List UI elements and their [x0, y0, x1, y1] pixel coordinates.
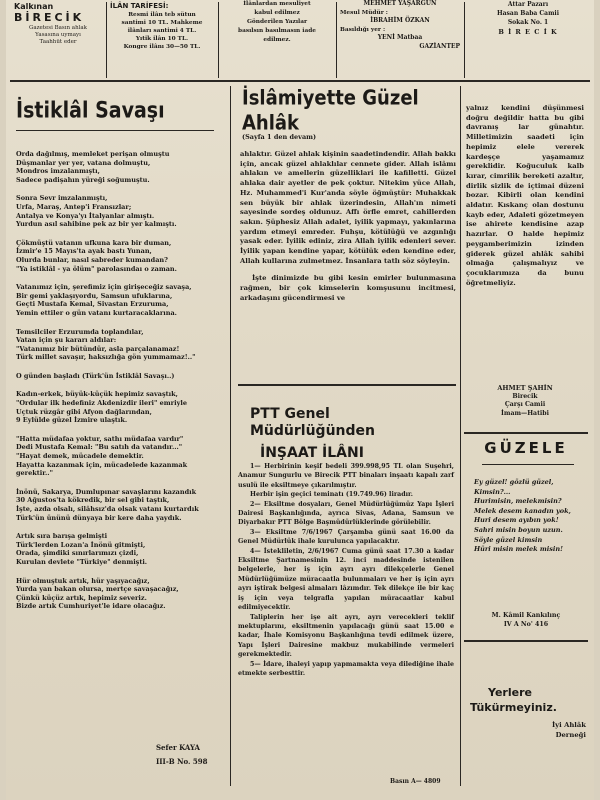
islamiyet-body-2: İşte dinimizde bu gibi kesin emirler bulunmasına rağmen, bir çok kimselerin komşusunu incitmesi, arkadaşını gücendirmesi ve [240, 274, 456, 302]
yerlere-l1: Yerlere [488, 686, 532, 699]
section-rule [238, 384, 456, 386]
ilan-tarifesi [110, 2, 214, 51]
istiklal-stanza-2: Sonra Sevr imzalanmıştı, Urfa, Maraş, Antep'i Fransızlar; Antalya ve Konya'yı İtalyanlar almıştı. Yurdun asıl sahibine pek az bir yer kalmıştı. [16, 194, 177, 229]
address-l4: B İ R E C İ K [498, 28, 558, 36]
guzele-poem-text: Ey güzel! gözlü güzel, Kimsin?... Hurimisin, melekmisin? Melek desem kanadın yok, Huri desem ayıbın yok! Sahri misin boyun uzun. Söyle güzel kimsin Hüri misin melek misin! [474, 478, 571, 554]
istiklal-author [156, 744, 226, 753]
masthead-notice-text: İlânlardan mesuliyet kabul edilmez Gönderilen Yazılar basılsın basılmasın iade edilmez. [238, 1, 316, 43]
islamiyet-right-text: yalnız kendini düşünmesi doğru değildir hatta bu gibi davranış lar günahtır. Milletimizin saadeti için hepimiz elele vererek kardeşçe yaşamamız gereklidir. Koğuculuk kalb kırar, cimrilik bereketi azaltır, dirlik sizlik de içtimai düzeni bozar. Kibirli olan kendini aldatır. Kıskanç olan dostunu kayb eder, Adaleti gözetmeyen ise ahirete kendisine azap hazırlar. O halde hepimiz peygamberimizin izinden giderek güzel ahlâk sahibi olmağa çalışmalıyız ve çocuklarımıza da bunu öğretmeliyiz. [466, 104, 584, 287]
ptt-title [250, 406, 450, 462]
islamiyet-body-text: ahlaktır. Güzel ahlak kişinin saadetindendir. Allah bakkı için, ancak güzel ahlaklılar cennete gider. Allah islâmı ahlakın ve amellerin güzelliklari ile kafilletti. Güzel ahlaka dair ayetler de pek çoktur. Nitekim yüce Allah, Hz. Muhammed'i Kur'anda söyle öğmüştür: Muhakkak sen büyük bir ahlak üzerindesin, Allah'ın nimeti sayesinde sordeş oldunuz. Affı örfle emret, cahillerden sakın. Şüphesiz Allah adalet, iyilik yapmayı, yakınlarına yardım etmeyi emreder. Fuhşu, kötülüğü ve azgınlığı yasak eder. İyilik ediniz, zira Allah iyilik edenleri sever. İyilik yapan kendine yapar, kötülük eden kendine eder, Allah kullarına zulmetmez. İnsanlara tatlı söz söyleyin. [240, 150, 456, 265]
ptt-p4: 4— İstekliletin, 2/6/1967 Cuma günü saat 17.30 a kadar Eksiltme Şartnamesinin 12. inci maddesinde istenilen belgelerle, her iş için ayrı ayrı dilekçelerle Genel Müdürlüğümüze müracaatla bulunmaları ve her iş için ayrı ayrı iştirak belgesi almaları lâzımdır. Tek dilekçe ile bir kaç iş için veya telgrafla yapılan müracaatlar kabul edilmiyecektir. [238, 547, 454, 612]
yerlere-notice [470, 686, 584, 716]
masthead-divider [464, 2, 465, 78]
guzele-heading: GÜZELE [484, 439, 568, 457]
masthead-address [468, 0, 588, 38]
ptt-p5: 5— İdare, ihaleyi yapıp yapmamakta veya dilediğine ihale etmekte serbesttir. [238, 660, 454, 677]
guzele-title [468, 440, 584, 457]
islamiyet-heading: İslâmiyette Güzel Ahlâk [242, 86, 419, 136]
address-l1: Attar Pazarı [507, 1, 549, 8]
istiklal-class [156, 758, 226, 767]
ptt-p4b: Taliplerin her işe ait ayrı, ayrı verecekleri teklif mektuplarını, eksiltmenin yapılacağı günü saat 15.00 e kadar, İhale Komisyonu Başkanlığına tevdi edilmek üzere, Yapı İşleri Dairesine makbuz mukabilinde vermeleri gerekmektedir. [238, 613, 454, 659]
staff-city: GAZİANTEP [419, 42, 460, 50]
guzele-class: IV A No' 416 [503, 620, 549, 628]
ptt-ref [390, 778, 454, 787]
staff-mudur: İBRAHİM ÖZKAN [370, 17, 430, 24]
guzele-signature [468, 612, 584, 629]
yerlere-sig-2: Derneği [555, 731, 586, 739]
section-rule [464, 432, 588, 434]
islamiyet-note [242, 133, 442, 142]
masthead-name [14, 2, 102, 46]
masthead-info: Gazetesi Basın ahlak Yasasına uymayı Taahhüt eder [28, 25, 87, 45]
istiklal-stanza-8: "Hatta müdafaa yoktur, sathı müdafaa vardır" Dedi Mustafa Kemal: "Bu satıh da vatandır..." "Hayat demek, mücadele demektir. Hayatta kazanmak için, mücadelede kazanmak gerektir.." [16, 434, 188, 478]
istiklal-stanza-9: İnönü, Sakarya, Dumlupınar savaşlarını kazandık 30 Ağustos'ta kökredik, bir sel gibi taştık, İşte, azda olsalı, silâhsız'da olsak vatanı kurtardık Türk'ün ününü dünyaya bir kere daha yaydık. [16, 487, 199, 522]
ptt-p3: 3— Eksiltme 7/6/1967 Çarşamba günü saat 16.00 da Genel Müdürlük ihale kurulunca yapılacaktır. [238, 528, 454, 546]
istiklal-stanza-11: Hür olmuştuk artık, hür yaşıyacağız, Yurda yan bakan olursa, mertçe savaşacağız, Çünkü küçüz artık, hepimiz severiz. Bizde artık Cumhuriyet'le idare olacağız. [16, 576, 179, 611]
islamiyet-body [240, 150, 456, 304]
istiklal-stanza-4: Vatanımız için, şerefimiz için girişeceğiz savaşa, Bir gemi yaklaşıyordu, Samsun ufuklarına, Geçti Mustafa Kemal, Sivastan Erzuruma, Yemin ettiler o gün vatanı kurtaracaklarına. [16, 283, 192, 317]
masthead-divider [336, 2, 337, 78]
address-l3: Sokak No. 1 [507, 19, 549, 26]
staff-basildigi-label: Basıldığı yer : [340, 26, 386, 33]
istiklal-poem [16, 150, 226, 611]
ilan-body: Resmi ilân teb sütun santimi 10 TL. Mahkeme ilânları santimi 4 TL. Yıtik ilân 10 TL. Kongre ilânı 30—50 TL. [121, 12, 203, 50]
yerlere-sig-1: İyi Ahlâk [552, 721, 586, 729]
istiklal-stanza-3: Çökmüştü vatanın ufkuna kara bir duman, İzmir'e 15 Mayıs'ta ayak bastı Yunan, Olurda bunlar, nasıl sabreder kumandan? "Ya istiklâl - ya ölüm" parolasındaı o zaman. [16, 238, 177, 273]
istiklal-title-rule [16, 130, 214, 131]
column-divider [230, 86, 231, 786]
istiklal-title [16, 98, 216, 124]
ptt-p2: 2— Eksiltme dosyaları, Genel Müdürlüğümüz Yapı İşleri Dairesi Başkanlığında, ayrıca Sivas, Adana, Samsun ve Diyarbakır PTT Bölge Başmüdürlüklerinde görülebilir. [238, 500, 454, 527]
istiklal-heading: İstiklâl Savaşı [16, 98, 165, 124]
istiklal-stanza-1: Orda dağılmış, memleket perişan olmuştu Düşmanlar yer yer, vatana dolmuştu, Mondros imzalanmıştı, Sadece padişahın yüreği soğumuştu. [16, 150, 170, 184]
ptt-p1: 1— Herbirinin keşif bedeli 399.998,95 TL olan Suşehri, Anamur Sungurlu ve Birecik PTT binaları inşaatı kapalı zarf usulü ile eksiltmeye çıkarılmıştır. [238, 463, 454, 489]
islamiyet-author-l4: İmam—Hatibi [501, 409, 549, 417]
column-divider [460, 86, 461, 786]
islamiyet-author: AHMET ŞAHİN [497, 384, 553, 392]
islamiyet-author-l3: Çarşı Camii [504, 401, 546, 409]
ptt-p1b: Herbir işin geçici teminatı (19.749.96) liradır. [250, 491, 413, 499]
masthead-divider [106, 2, 107, 78]
staff-owner: MEHMET YAŞARGÜN [363, 0, 437, 7]
ptt-title-2: İNŞAAT İLÂNI [260, 445, 364, 461]
masthead-notice [222, 0, 332, 45]
staff-mudur-label: Mesul Müdür : [340, 9, 388, 16]
guzele-author: M. Kâmil Kankılınç [491, 612, 561, 619]
staff-basildigi: YENİ Matbaa [377, 34, 423, 41]
islamiyet-note-text: (Sayfa 1 den devam) [242, 133, 317, 141]
newspaper-page [6, 0, 594, 800]
ptt-ref-text: Basın A— 4809 [390, 778, 441, 785]
ilan-title: İLÂN TARİFESİ: [110, 2, 169, 10]
masthead-birecik: BİRECİK [14, 11, 85, 24]
istiklal-author-name: Sefer KAYA [156, 743, 200, 752]
masthead-rule [10, 80, 590, 82]
address-l2: Hasan Baba Camii [497, 10, 559, 17]
istiklal-line-6: O günden başladı (Türk'ün İstiklâl Savaşı..) [16, 371, 175, 380]
istiklal-stanza-5: Temsilciler Erzurumda toplandılar, Vatan için şu kararı aldılar: "Vatanımız bir bütündür, asla parçalanamaz! Türk millet savaşır, haksızlığa gön yummamaz!.." [16, 327, 196, 362]
yerlere-signature [522, 720, 586, 740]
yerlere-l2: Tükürmeyiniz. [470, 701, 557, 714]
istiklal-class-text: III-B No. 598 [156, 757, 208, 766]
istiklal-stanza-7: Kadın-erkek, büyük-küçük hepimiz savaştık, "Ordular ilk hedefiniz Akdenizdir ileri" emriyle Uçtuk rüzgâr gibi Afyon dağlarından, 9 Eylülde güzel İzmire ulaştık. [16, 390, 187, 425]
ptt-title-1: PTT Genel Müdürlüğünden [250, 406, 375, 439]
istiklal-stanza-10: Artık sıra barışa gelmişti Türk'lerden Lozan'a İnönü gitmişti, Orada, şimdiki sınırlarımızı çizdi, Kurulan devlete "Türkiye" denmişti. [16, 532, 148, 566]
guzele-poem [474, 478, 586, 555]
islamiyet-signature [466, 384, 584, 418]
masthead-kalkinan: Kalkınan [14, 2, 54, 11]
section-rule [464, 640, 588, 642]
islamiyet-author-l2: Birecik [512, 392, 538, 400]
ptt-body [238, 462, 454, 678]
guzele-rule [482, 464, 574, 465]
islamiyet-continued [466, 104, 584, 288]
masthead-divider [218, 2, 219, 78]
masthead-staff [340, 0, 460, 51]
islamiyet-title [242, 86, 462, 136]
